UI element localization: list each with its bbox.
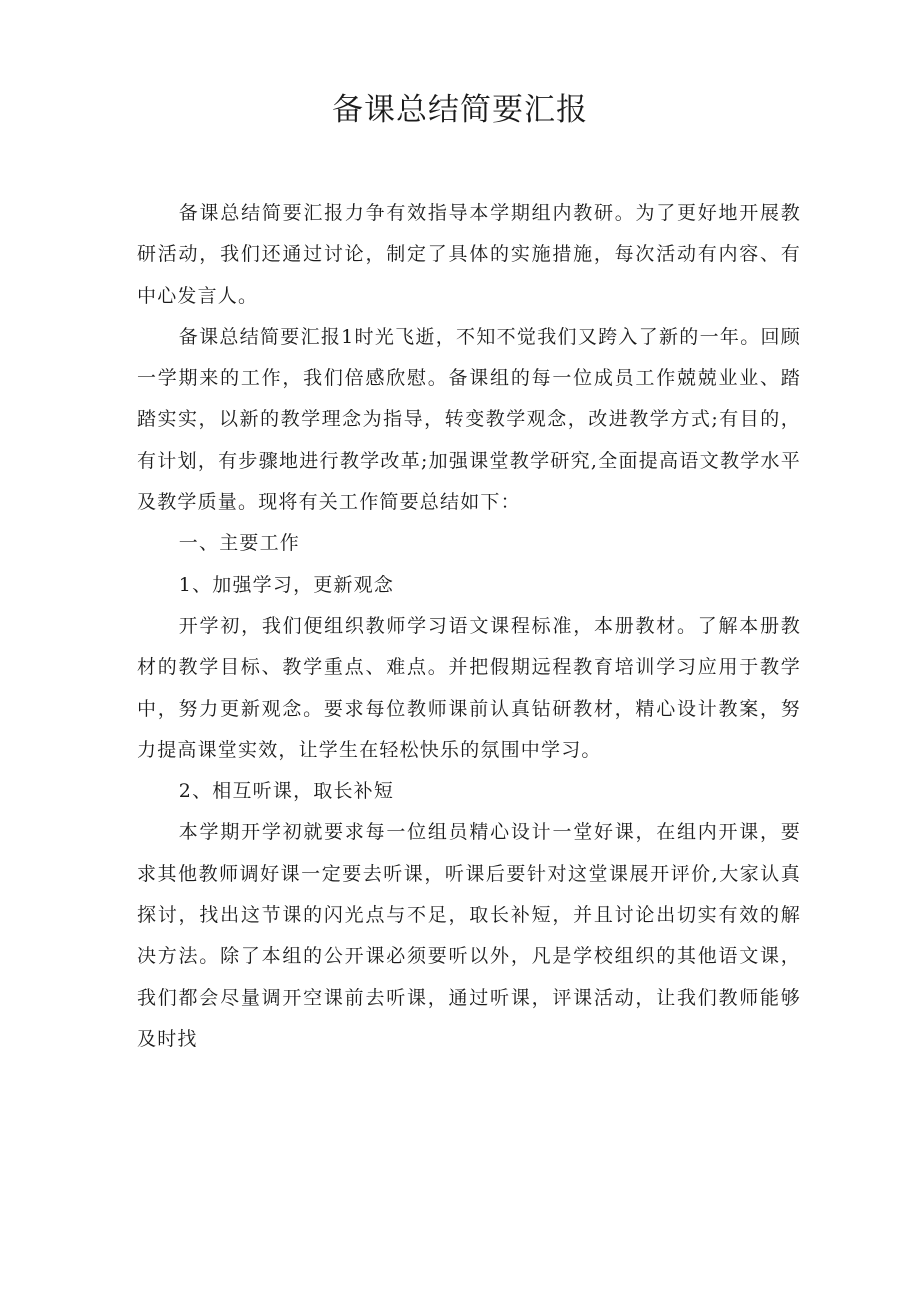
subheading-observation: 2、相互听课，取长补短: [178, 780, 395, 803]
section-heading-main-work: 一、主要工作: [178, 532, 300, 555]
subheading-study: 1、加强学习，更新观念: [178, 573, 395, 596]
document-title: 备课总结简要汇报: [332, 92, 588, 128]
paragraph-intro: 备课总结简要汇报力争有效指导本学期组内教研。为了更好地开展教研活动，我们还通过讨论，制定了具体的实施措施，每次活动有内容、有中心发言人。: [137, 202, 801, 307]
paragraph-summary: 备课总结简要汇报1时光飞逝，不知不觉我们又跨入了新的一年。回顾一学期来的工作，我们倍感欣慰。备课组的每一位成员工作兢兢业业、踏踏实实，以新的教学理念为指导，转变教学观念，改进教学方式;有目的，有计划，有步骤地进行教学改革;加强课堂教学研究,全面提高语文教学水平及教学质量。现将有关工作简要总结如下：: [137, 325, 801, 514]
document-body: [137, 193, 801, 1060]
paragraph-observation: 本学期开学初就要求每一位组员精心设计一堂好课，在组内开课，要求其他教师调好课一定要去听课，听课后要针对这堂课展开评价,大家认真探讨，找出这节课的闪光点与不足，取长补短，并且讨论出切实有效的解决方法。除了本组的公开课必须要听以外，凡是学校组织的其他语文课，我们都会尽量调开空课前去听课，通过听课，评课活动，让我们教师能够及时找: [137, 821, 801, 1050]
paragraph-study: 开学初，我们便组织教师学习语文课程标准，本册教材。了解本册教材的教学目标、教学重点、难点。并把假期远程教育培训学习应用于教学中，努力更新观念。要求每位教师课前认真钻研教材，精心设计教案，努力提高课堂实效，让学生在轻松快乐的氛围中学习。: [137, 614, 801, 761]
